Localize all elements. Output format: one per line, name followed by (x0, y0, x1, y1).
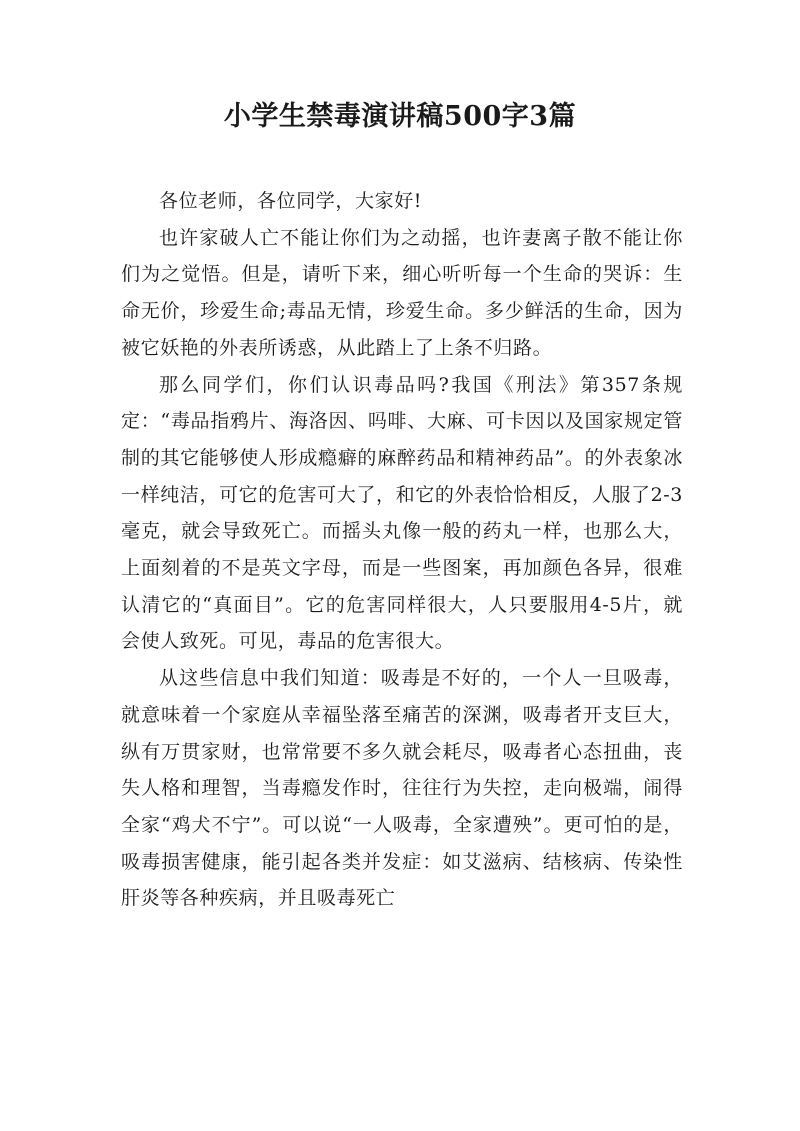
paragraph-greeting: 各位老师，各位同学，大家好! (159, 190, 423, 212)
document-title: 小学生禁毒演讲稿500字3篇 (223, 101, 577, 132)
paragraph-2: 那么同学们，你们认识毒品吗?我国《刑法》第357条规定：“毒品指鸦片、海洛因、吗啡、大麻、可卡因以及国家规定管制的其它能够使人形成瘾癖的麻醉药品和精神药品”。的外表象冰一样纯洁，可它的危害可大了，和它的外表恰恰相反，人服了2-3毫克，就会导致死亡。而摇头丸像一般的药丸一样，也那么大，上面刻着的不是英文字母，而是一些图案，再加颜色各异，很难认清它的“真面目”。它的危害同样很大，人只要服用4-5片，就会使人致死。可见，毒品的危害很大。 (121, 373, 683, 653)
paragraph-1: 也许家破人亡不能让你们为之动摇，也许妻离子散不能让你们为之觉悟。但是，请听下来，细心听听每一个生命的哭诉：生命无价，珍爱生命;毒品无情，珍爱生命。多少鲜活的生命，因为被它妖艳的外表所诱惑，从此踏上了上条不归路。 (121, 226, 683, 359)
paragraph-3: 从这些信息中我们知道：吸毒是不好的，一个人一旦吸毒，就意味着一个家庭从幸福坠落至痛苦的深渊，吸毒者开支巨大，纵有万贯家财，也常常要不多久就会耗尽，吸毒者心态扭曲，丧失人格和理智，当毒瘾发作时，往往行为失控，走向极端，闹得全家“鸡犬不宁”。可以说“一人吸毒，全家遭殃”。更可怕的是，吸毒损害健康，能引起各类并发症：如艾滋病、结核病、传染性肝炎等各种疾病，并且吸毒死亡 (121, 667, 683, 910)
document-body (121, 183, 683, 917)
